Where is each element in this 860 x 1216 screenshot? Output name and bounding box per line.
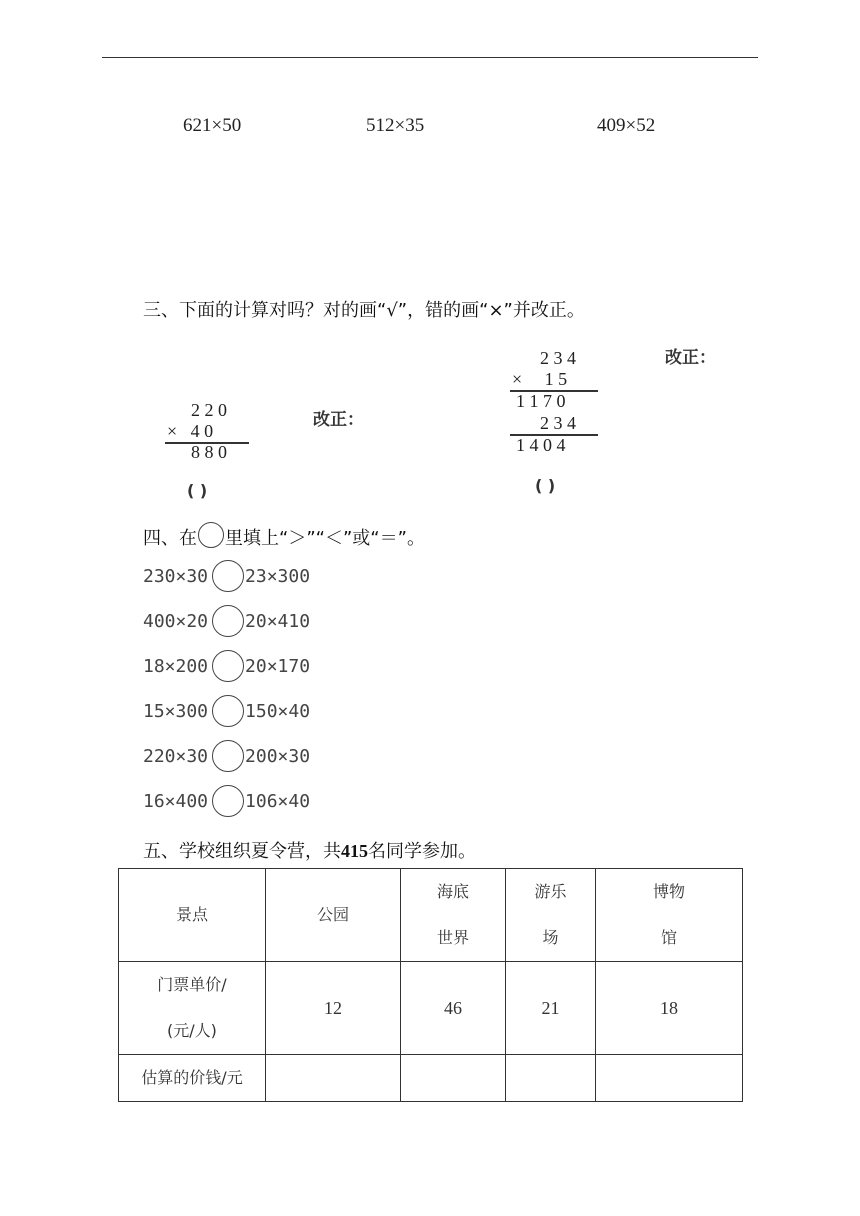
- answer-circle[interactable]: [212, 740, 244, 772]
- price-cell: 18: [596, 962, 743, 1055]
- place-line2: 世界: [436, 928, 469, 947]
- place-line1: 博物: [652, 882, 685, 901]
- price-label-line2: (元/人): [167, 1021, 217, 1040]
- section4-heading-after: 里填上“＞”“＜”或“＝”。: [225, 528, 425, 549]
- price-cell: 46: [401, 962, 506, 1055]
- calc2-row-3: 1 1 7 0: [516, 391, 566, 411]
- calc1-row-2: × 4 0: [167, 421, 214, 441]
- calc2-row-2: × 1 5: [512, 369, 568, 389]
- price-label-line1: 门票单价/: [157, 975, 227, 994]
- expression-3: 409×52: [597, 115, 656, 136]
- table-place-1: [266, 869, 401, 962]
- compare-right: 20×170: [245, 655, 311, 677]
- estimate-cell[interactable]: [401, 1055, 506, 1102]
- compare-right: 106×40: [245, 790, 311, 812]
- table-place-3: [506, 869, 596, 962]
- correction-label-1: 改正：: [313, 410, 364, 430]
- compare-left: 220×30: [143, 745, 209, 767]
- correction-label-2: 改正：: [665, 348, 716, 368]
- answer-circle[interactable]: [212, 785, 244, 817]
- ticket-table: [118, 868, 743, 1102]
- table-header-label: 景点: [119, 869, 266, 962]
- place-line2: 场: [542, 928, 559, 947]
- student-count: 415: [341, 841, 368, 861]
- answer-paren-1[interactable]: ( ): [187, 481, 208, 500]
- compare-left: 18×200: [143, 655, 209, 677]
- answer-circle[interactable]: [212, 695, 244, 727]
- circle-icon: [198, 522, 224, 548]
- place-line1: 游乐: [534, 882, 567, 901]
- calc2-row-1: 2 3 4: [540, 348, 576, 368]
- compare-right: 23×300: [245, 565, 311, 587]
- place-line1: 海底: [436, 882, 469, 901]
- section3-heading: 三、下面的计算对吗？对的画“√”，错的画“×”并改正。: [143, 300, 585, 321]
- estimate-cell[interactable]: [506, 1055, 596, 1102]
- section4-heading-before: 四、在: [143, 528, 197, 549]
- compare-item-6: [143, 784, 310, 818]
- estimate-cell[interactable]: [266, 1055, 401, 1102]
- compare-item-1: [143, 559, 310, 593]
- table-row-header: [119, 869, 743, 962]
- place-line2: 馆: [660, 928, 677, 947]
- compare-left: 400×20: [143, 610, 209, 632]
- price-label: [119, 962, 266, 1055]
- place-line1: 公园: [316, 905, 349, 924]
- expression-1: 621×50: [183, 115, 242, 136]
- calc2-row-4: 2 3 4: [540, 413, 576, 433]
- section5-heading: [143, 837, 476, 863]
- price-cell: 21: [506, 962, 596, 1055]
- compare-right: 150×40: [245, 700, 311, 722]
- estimate-label: 估算的价钱/元: [119, 1055, 266, 1102]
- compare-item-4: [143, 694, 310, 728]
- section5-heading-after: 名同学参加。: [368, 841, 476, 862]
- compare-item-2: [143, 604, 310, 638]
- compare-left: 15×300: [143, 700, 209, 722]
- table-row-price: [119, 962, 743, 1055]
- table-row-estimate: [119, 1055, 743, 1102]
- compare-left: 230×30: [143, 565, 209, 587]
- table-place-4: [596, 869, 743, 962]
- calc1-row-1: 2 2 0: [191, 400, 227, 420]
- compare-right: 20×410: [245, 610, 311, 632]
- calc2-row-5: 1 4 0 4: [516, 435, 566, 455]
- compare-item-5: [143, 739, 310, 773]
- table-place-2: [401, 869, 506, 962]
- answer-circle[interactable]: [212, 605, 244, 637]
- calc1-row-3: 8 8 0: [191, 442, 227, 462]
- price-cell: 12: [266, 962, 401, 1055]
- expression-2: 512×35: [366, 115, 425, 136]
- section5-heading-before: 五、学校组织夏令营，共: [143, 841, 341, 862]
- answer-paren-2[interactable]: ( ): [535, 476, 556, 495]
- compare-right: 200×30: [245, 745, 311, 767]
- header-rule: [102, 57, 758, 58]
- compare-item-3: [143, 649, 310, 683]
- answer-circle[interactable]: [212, 560, 244, 592]
- section4-heading: [143, 522, 425, 550]
- compare-left: 16×400: [143, 790, 209, 812]
- estimate-cell[interactable]: [596, 1055, 743, 1102]
- answer-circle[interactable]: [212, 650, 244, 682]
